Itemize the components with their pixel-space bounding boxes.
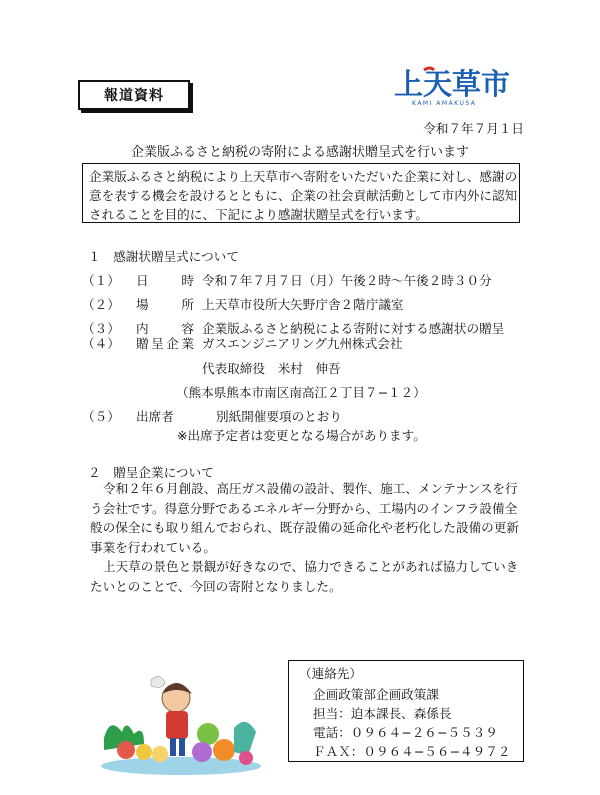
item-number: （４） xyxy=(82,336,120,351)
contact-box xyxy=(288,660,524,762)
item-label: 内容 xyxy=(136,321,194,336)
event-item-place xyxy=(82,296,404,313)
press-release-label: 報道資料 xyxy=(78,80,190,110)
item-value: 上天草市役所大矢野庁舎２階庁議室 xyxy=(202,297,404,312)
donation-reason: 上天草の景色と景観が好きなので、協力できることがあれば協力していきたいとのことで、今回の寄附となりました。 xyxy=(90,559,519,594)
item-number: （１） xyxy=(82,273,120,288)
summary-line: 企業版ふるさと納税により上天草市へ寄附をいただいた企業に対し、感謝の xyxy=(89,169,518,184)
city-logo xyxy=(392,64,524,108)
section-2-heading: ２ 贈呈企業について xyxy=(88,465,214,480)
item-number: （５） xyxy=(82,409,120,424)
summary-box xyxy=(82,163,520,223)
item-number: （２） xyxy=(82,297,120,312)
attendee-note: ※出席予定者は変更となる場合があります。 xyxy=(177,428,426,443)
release-date: 令和７年７月１日 xyxy=(423,121,524,136)
summary-line: 意を表する機会を設けるとともに、企業の社会貢献活動として市内外に認知 xyxy=(89,188,518,203)
company-representative: 代表取締役 米村 伸吾 xyxy=(202,361,341,376)
event-item-company xyxy=(82,335,402,352)
event-item-attendees xyxy=(82,408,342,425)
logo-text: 上天草市 xyxy=(394,67,511,101)
contact-department: 企画政策部企画政策課 xyxy=(313,687,439,702)
item-label: 場所 xyxy=(136,297,194,312)
contact-fax: ＦＡＸ：０９６４−５６−４９７２ xyxy=(313,744,511,759)
item-label: 出席者 xyxy=(136,409,174,424)
company-address: （熊本県熊本市南区南高江２丁目７−１２） xyxy=(176,385,426,400)
mascot-illustration xyxy=(96,668,266,776)
contact-heading: （連絡先） xyxy=(299,666,362,681)
item-value: ガスエンジニアリング九州株式会社 xyxy=(202,336,403,351)
item-label: 贈呈企業 xyxy=(136,336,194,351)
item-value: 令和７年７月７日（月）午後２時～午後２時３０分 xyxy=(202,273,492,288)
logo-subtext: KAMI AMAKUSA xyxy=(412,100,477,107)
section-1-heading: １ 感謝状贈呈式について xyxy=(88,249,239,264)
event-item-datetime xyxy=(82,272,492,289)
company-description: 令和２年６月創設、高圧ガス設備の設計、製作、施工、メンテナンスを行う会社です。得意分野であるエネルギー分野から、工場内のインフラ設備全般の保全にも取り組んでおられ、既存設備の延命化や老朽化した設備の更新事業を行われている。 xyxy=(90,481,519,555)
logo-mark xyxy=(394,67,510,107)
contact-staff: 担当：迫本課長、森係長 xyxy=(313,706,452,721)
item-value: 企業版ふるさと納税による寄附に対する感謝状の贈呈 xyxy=(202,321,505,336)
contact-phone: 電話：０９６４−２６−５５３９ xyxy=(313,725,498,740)
item-value: 別紙開催要項のとおり xyxy=(216,409,342,424)
summary-line: されることを目的に、下記により感謝状贈呈式を行います。 xyxy=(89,207,429,222)
item-number: （３） xyxy=(82,321,120,336)
document-title: 企業版ふるさと納税の寄附による感謝状贈呈式を行います xyxy=(130,145,469,160)
item-label: 日時 xyxy=(136,273,194,288)
